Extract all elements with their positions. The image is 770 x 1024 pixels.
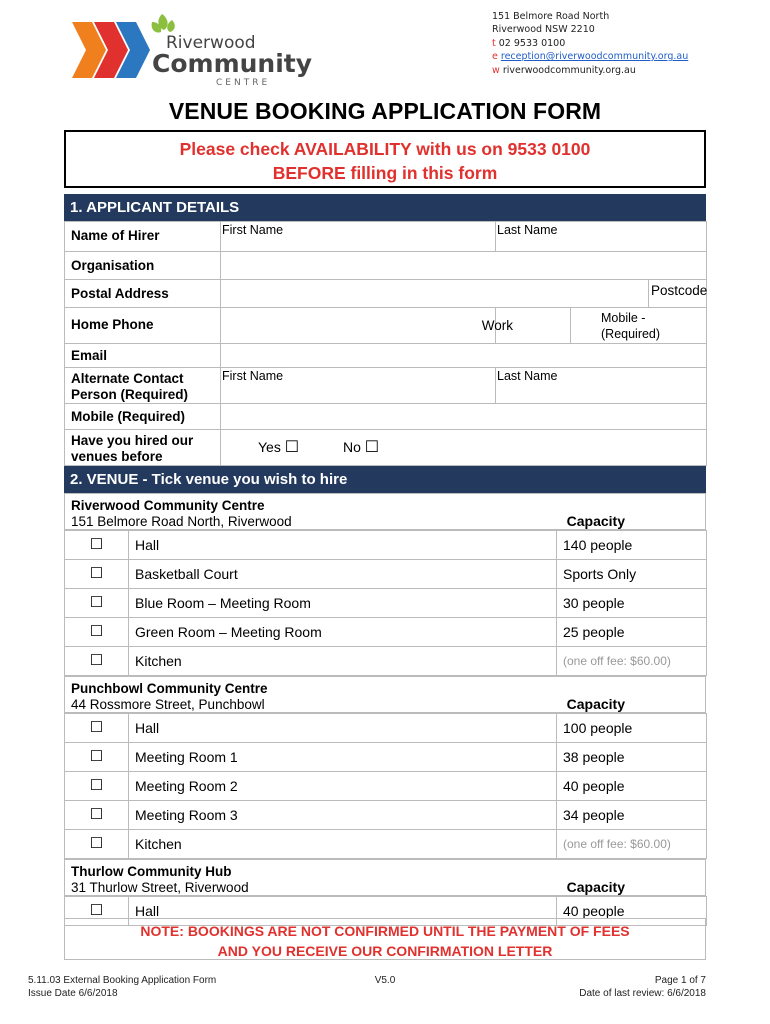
mobile-label-2: (Required) xyxy=(601,327,661,341)
footer-right xyxy=(579,974,706,1000)
venue-header xyxy=(64,676,706,713)
note-line-2: AND YOU RECEIVE OUR CONFIRMATION LETTER xyxy=(217,943,553,959)
venue-list xyxy=(64,493,706,926)
no-checkbox-icon[interactable]: ☐ xyxy=(364,439,380,456)
address-line-1: 151 Belmore Road North xyxy=(492,11,610,22)
email-field[interactable] xyxy=(221,344,707,368)
alt-last-name-label: Last Name xyxy=(497,369,558,383)
room-capacity: 40 people xyxy=(557,897,707,926)
venue-name: Riverwood Community Centre xyxy=(71,498,265,513)
venue-section xyxy=(64,466,706,926)
room-checkbox-icon[interactable]: ☐ xyxy=(65,801,129,830)
venue-room-row xyxy=(65,714,707,743)
room-checkbox-icon[interactable]: ☐ xyxy=(65,589,129,618)
room-capacity: 38 people xyxy=(557,743,707,772)
hirer-first-name-field[interactable] xyxy=(221,222,496,252)
footer-version: V5.0 xyxy=(374,975,396,986)
hired-before-label xyxy=(65,430,221,466)
availability-notice xyxy=(64,130,706,188)
alternate-contact-label-2: Person (Required) xyxy=(71,387,189,402)
capacity-label: Capacity xyxy=(566,696,625,712)
room-name: Kitchen xyxy=(129,830,557,859)
email-label: Email xyxy=(65,344,221,368)
capacity-label: Capacity xyxy=(566,879,625,895)
venue-address: 31 Thurlow Street, Riverwood xyxy=(71,880,249,895)
logo-text-riverwood: Riverwood xyxy=(166,33,256,53)
footer-doc-name: 5.11.03 External Booking Application Form xyxy=(28,975,217,986)
web-address: riverwoodcommunity.org.au xyxy=(502,64,636,76)
room-checkbox-icon[interactable]: ☐ xyxy=(65,647,129,676)
work-label: Work xyxy=(481,318,513,333)
room-checkbox-icon[interactable]: ☐ xyxy=(65,618,129,647)
room-capacity: 30 people xyxy=(557,589,707,618)
room-name: Meeting Room 2 xyxy=(129,772,557,801)
room-name: Hall xyxy=(129,897,557,926)
hired-before-label-2: venues before xyxy=(71,449,163,464)
room-capacity: 100 people xyxy=(557,714,707,743)
postal-address-field[interactable] xyxy=(221,280,649,308)
room-name: Hall xyxy=(129,531,557,560)
room-checkbox-icon[interactable]: ☐ xyxy=(65,560,129,589)
alternate-contact-label-1: Alternate Contact xyxy=(71,371,184,386)
room-checkbox-icon[interactable]: ☐ xyxy=(65,830,129,859)
yes-label: Yes xyxy=(258,439,281,455)
yes-option[interactable] xyxy=(258,437,299,457)
room-checkbox-icon[interactable]: ☐ xyxy=(65,743,129,772)
room-checkbox-icon[interactable]: ☐ xyxy=(65,897,129,926)
postal-address-label: Postal Address xyxy=(65,280,221,308)
name-of-hirer-label: Name of Hirer xyxy=(65,222,221,252)
applicant-details-section xyxy=(64,194,706,466)
phone-letter: t xyxy=(492,37,496,49)
venue-name: Thurlow Community Hub xyxy=(71,864,232,879)
last-name-label: Last Name xyxy=(497,223,558,237)
yes-checkbox-icon[interactable]: ☐ xyxy=(284,439,300,456)
phone-number: 02 9533 0100 xyxy=(498,37,566,49)
venue-room-row xyxy=(65,830,707,859)
home-phone-label: Home Phone xyxy=(65,308,221,344)
mobile-label-1: Mobile - xyxy=(601,311,646,325)
email-link[interactable]: reception@riverwoodcommunity.org.au xyxy=(500,51,689,63)
confirmation-note xyxy=(64,918,706,960)
venue-room-row xyxy=(65,743,707,772)
organisation-field[interactable] xyxy=(221,252,707,280)
hirer-last-name-field[interactable] xyxy=(496,222,707,252)
venue-header xyxy=(64,859,706,896)
organisation-label: Organisation xyxy=(65,252,221,280)
venue-header xyxy=(64,493,706,530)
footer-review-date: Date of last review: 6/6/2018 xyxy=(579,988,706,999)
mobile-field[interactable] xyxy=(571,308,707,344)
venue-rooms-table xyxy=(64,713,707,859)
no-label: No xyxy=(343,439,361,455)
web-letter: w xyxy=(492,64,500,76)
availability-line-2: BEFORE filling in this form xyxy=(272,163,498,183)
venue-room-row xyxy=(65,647,707,676)
room-capacity: (one off fee: $60.00) xyxy=(557,647,707,676)
mobile-required-label: Mobile (Required) xyxy=(65,404,221,430)
venue-rooms-table xyxy=(64,530,707,676)
venue-name: Punchbowl Community Centre xyxy=(71,681,268,696)
section-1-heading: 1. APPLICANT DETAILS xyxy=(64,194,706,221)
room-capacity: Sports Only xyxy=(557,560,707,589)
email-letter: e xyxy=(492,51,498,63)
room-checkbox-icon[interactable]: ☐ xyxy=(65,714,129,743)
note-line-1: NOTE: BOOKINGS ARE NOT CONFIRMED UNTIL THE PAYMENT OF FEES xyxy=(140,923,630,939)
email-line xyxy=(492,50,688,63)
home-phone-field[interactable] xyxy=(221,308,513,344)
alt-first-name-label: First Name xyxy=(222,369,284,383)
web-line xyxy=(492,64,688,77)
venue-room-row xyxy=(65,772,707,801)
alt-first-name-field[interactable] xyxy=(221,368,496,404)
venue-address: 151 Belmore Road North, Riverwood xyxy=(71,514,292,529)
room-name: Basketball Court xyxy=(129,560,557,589)
room-capacity: (one off fee: $60.00) xyxy=(557,830,707,859)
first-name-label: First Name xyxy=(222,223,284,237)
room-name: Hall xyxy=(129,714,557,743)
room-checkbox-icon[interactable]: ☐ xyxy=(65,531,129,560)
riverwood-logo xyxy=(66,10,316,88)
hired-before-options xyxy=(221,430,707,466)
room-capacity: 40 people xyxy=(557,772,707,801)
room-name: Kitchen xyxy=(129,647,557,676)
room-name: Blue Room – Meeting Room xyxy=(129,589,557,618)
address-line-2: Riverwood NSW 2210 xyxy=(492,24,595,36)
venue-room-row xyxy=(65,801,707,830)
footer-page: Page 1 of 7 xyxy=(654,975,706,986)
room-name: Meeting Room 3 xyxy=(129,801,557,830)
venue-room-row xyxy=(65,589,707,618)
footer-issue-date: Issue Date 6/6/2018 xyxy=(28,988,118,999)
logo-text-centre: CENTRE xyxy=(216,78,271,88)
room-capacity: 140 people xyxy=(557,531,707,560)
alternate-contact-label xyxy=(65,368,221,404)
postcode-label: Postcode xyxy=(651,283,708,298)
venue-address: 44 Rossmore Street, Punchbowl xyxy=(71,697,265,712)
venue-room-row xyxy=(65,531,707,560)
no-option[interactable] xyxy=(343,437,379,457)
logo-text-community: Community xyxy=(152,49,313,78)
room-name: Green Room – Meeting Room xyxy=(129,618,557,647)
room-capacity: 34 people xyxy=(557,801,707,830)
contact-block xyxy=(492,10,688,77)
availability-line-1: Please check AVAILABILITY with us on 9533 0100 xyxy=(179,139,591,159)
venue-room-row xyxy=(65,618,707,647)
capacity-label: Capacity xyxy=(566,513,625,529)
work-phone-field[interactable] xyxy=(496,308,571,344)
alt-mobile-field[interactable] xyxy=(221,404,707,430)
room-capacity: 25 people xyxy=(557,618,707,647)
page-title: VENUE BOOKING APPLICATION FORM xyxy=(168,98,602,124)
venue-room-row xyxy=(65,560,707,589)
applicant-details-table xyxy=(64,221,707,466)
section-2-heading: 2. VENUE - Tick venue you wish to hire xyxy=(64,466,706,493)
room-name: Meeting Room 1 xyxy=(129,743,557,772)
hired-before-label-1: Have you hired our xyxy=(71,433,194,448)
phone-line xyxy=(492,37,688,50)
room-checkbox-icon[interactable]: ☐ xyxy=(65,772,129,801)
postcode-field[interactable] xyxy=(649,280,707,308)
alt-last-name-field[interactable] xyxy=(496,368,707,404)
